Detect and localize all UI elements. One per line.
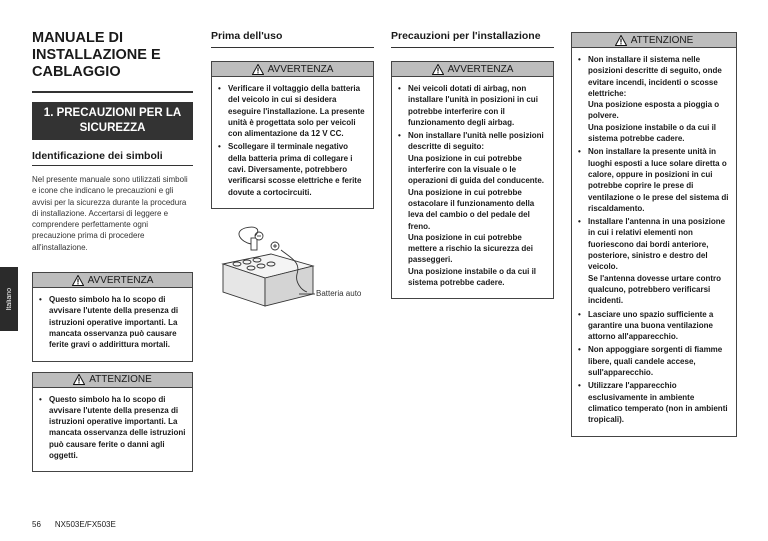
list-item: • Verificare il voltaggio della batteria del veicolo in cui si desidera eseguire l'installazione. La presente unità è progettata solo per veicoli con alimentazione da 12 V CC.: [218, 83, 367, 139]
caution-list: [33, 388, 192, 472]
warning-box: [211, 61, 374, 209]
page-number: 56: [32, 520, 41, 529]
column-2: [211, 30, 374, 312]
list-item: • Questo simbolo ha lo scopo di avvisare l'utente della presenza di istruzioni operative importanti. La mancata osservanza può causare ferite gravi o addirittura mortali.: [39, 294, 186, 350]
column-1: [32, 30, 193, 472]
caution-box: [571, 32, 737, 437]
caution-box-header: [33, 373, 192, 388]
list-item: • Non appoggiare sorgenti di fiamme libere, quali candele accese, sull'apparecchio.: [578, 344, 730, 378]
column-4: [571, 32, 737, 437]
warning-box-title: AVVERTENZA: [267, 63, 334, 75]
list-item: • Installare l'antenna in una posizione in cui i relativi elementi non fuoriescono dai bordi anteriore, posteriore, sinistro e destro del veicolo. Se l'antenna dovesse urtare contro qualcuno, potrebbero verificarsi incidenti.: [578, 216, 730, 306]
subsection-heading: Identificazione dei simboli: [32, 150, 193, 166]
caution-box-title: ATTENZIONE: [89, 374, 152, 386]
caution-list: [572, 48, 736, 436]
warning-triangle-icon: [252, 64, 264, 75]
installation-precautions-heading: Precauzioni per l'installazione: [391, 30, 554, 48]
language-side-tab: [0, 267, 18, 331]
warning-triangle-icon: [615, 35, 627, 46]
column-3: [391, 30, 554, 299]
warning-list: [33, 288, 192, 360]
warning-triangle-icon: [73, 374, 85, 385]
warning-box-header: [33, 273, 192, 288]
warning-box-header: [392, 62, 553, 77]
page-footer: [32, 520, 116, 529]
before-use-heading: Prima dell'uso: [211, 30, 374, 48]
warning-list: [392, 77, 553, 298]
warning-box-title: AVVERTENZA: [87, 274, 154, 286]
list-item: • Questo simbolo ha lo scopo di avvisare l'utente della presenza di istruzioni operative importanti. La mancata osservanza delle istruzioni può causare ferite o danni agli oggetti.: [39, 394, 186, 462]
list-item: • Nei veicoli dotati di airbag, non installare l'unità in posizioni in cui potrebbe interferire con il funzionamento degli airbag.: [398, 83, 547, 128]
warning-box: [391, 61, 554, 299]
document-title: MANUALE DI INSTALLAZIONE E CABLAGGIO: [32, 30, 161, 80]
warning-box: [32, 272, 193, 361]
battery-illustration: [211, 222, 374, 312]
list-item: • Scollegare il terminale negativo della batteria prima di collegare i cavi. Diversamente, potrebbero verificarsi scosse elettriche e ferite dovute a cortocircuiti.: [218, 141, 367, 197]
list-item: • Non installare la presente unità in luoghi esposti a luce solare diretta o calore, oppure in posizioni in cui potrebbe coprire le prese di ventilazione o le prese del sistema di riscaldamento.: [578, 146, 730, 214]
caution-box-title: ATTENZIONE: [630, 34, 694, 46]
list-item: • Utilizzare l'apparecchio esclusivamente in ambiente climatico temperato (non in ambienti tropicali).: [578, 380, 730, 425]
warning-triangle-icon: [432, 64, 444, 75]
caution-box-header: [572, 33, 736, 48]
car-battery-icon: [211, 222, 374, 312]
warning-box-header: [212, 62, 373, 77]
battery-label: Batteria auto: [316, 288, 362, 298]
list-item: • Non installare il sistema nelle posizioni descritte di seguito, onde evitare incendi, incidenti o scosse elettriche: Una posizione esposta a pioggia o polvere. Una posizione instabile o da cui il sistema potrebbe cadere.: [578, 54, 730, 144]
caution-box: [32, 372, 193, 473]
intro-paragraph: Nel presente manuale sono utilizzati simboli e icone che indicano le precauzioni e gli avvisi per la sicurezza durante la procedura di installazione. Accertarsi di leggere e comprendere perfettamente ogni precauzione prima di procedere all'installazione.: [32, 175, 188, 252]
list-item: • Lasciare uno spazio sufficiente a garantire una buona ventilazione attorno all'apparecchio.: [578, 309, 730, 343]
language-label: Italiano: [5, 287, 13, 311]
warning-box-title: AVVERTENZA: [447, 63, 514, 75]
title-rule: [32, 91, 193, 93]
warning-list: [212, 77, 373, 208]
model-number: NX503E/FX503E: [54, 520, 116, 529]
section-heading: 1. PRECAUZIONI PER LA SICUREZZA: [32, 102, 193, 140]
list-item: • Non installare l'unità nelle posizioni descritte di seguito: Una posizione in cui potrebbe interferire con la visuale o le operazioni di guida del conducente. Una posizione in cui potrebbe ostacolare il funzionamento della leva del cambio o del pedale del freno. Una posizione in cui potrebbe mettere a rischio la sicurezza dei passeggeri. Una posizione instabile o da cui il sistema potrebbe cadere.: [398, 130, 547, 288]
warning-triangle-icon: [72, 275, 84, 286]
